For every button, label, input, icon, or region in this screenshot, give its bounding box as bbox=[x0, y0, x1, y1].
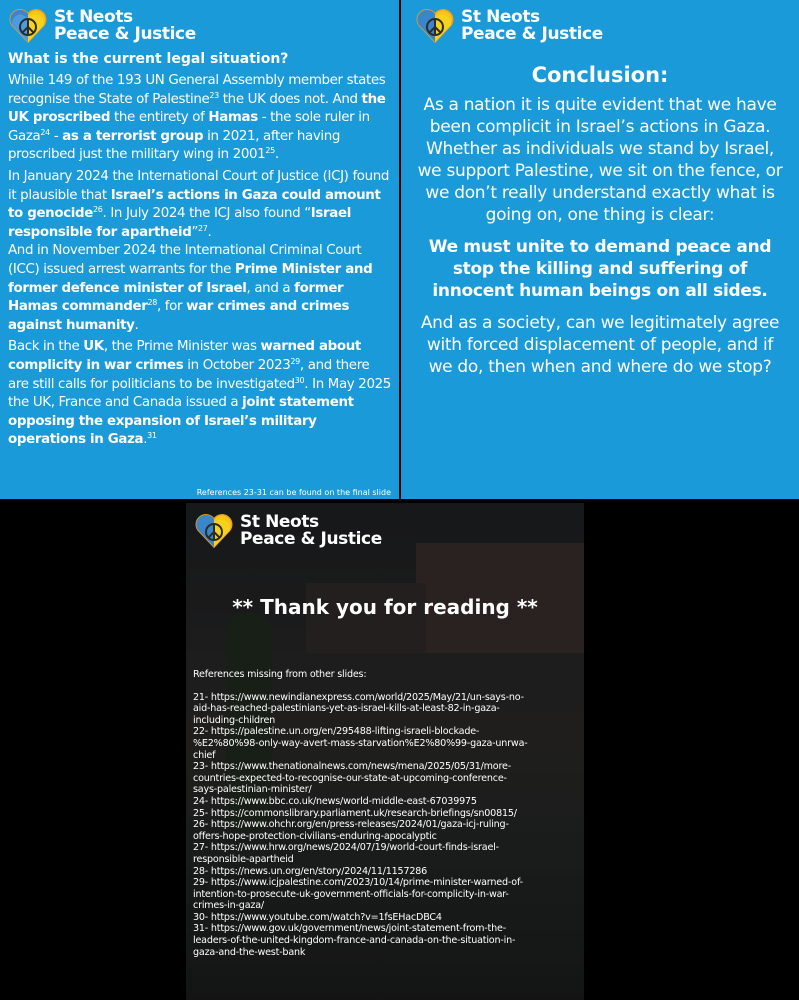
brand-name bbox=[54, 9, 196, 43]
reference-item: 29- https://www.icjpalestine.com/2023/10/14/prime-minister-warned-of- intention-to-prosecute-uk-government-officials-for-complicity-in-war- crimes-in-gaza/ bbox=[193, 877, 523, 912]
brand-line-2: Peace & Justice bbox=[461, 24, 603, 44]
brand-line-1: St Neots bbox=[461, 7, 540, 27]
peace-heart-icon bbox=[8, 6, 48, 46]
brand-logo bbox=[8, 4, 391, 48]
brand-line-2: Peace & Justice bbox=[54, 24, 196, 44]
reference-item: 21- https://www.newindianexpress.com/world/2025/May/21/un-says-no- aid-has-reached-palestinians-yet-as-israel-kills-at-least-82-in-gaza- including-children bbox=[193, 691, 524, 726]
paragraph-un-recognition: While 149 of the 193 UN General Assembly member states recognise the State of Palestine$^{23}$ the UK does not. And the UK proscribed the entirety of Hamas - the sole ruler in Gaza$^{24}$ - as a terrorist group in 2021, after having proscribed just the military wing in 2001$^{25}$. bbox=[8, 73, 386, 163]
brand-line-2: Peace & Justice bbox=[240, 529, 382, 549]
thank-you-title: ** Thank you for reading ** bbox=[232, 595, 538, 619]
reference-item: 23- https://www.thenationalnews.com/news/mena/2025/05/31/more- countries-expected-to-recognise-our-state-at-upcoming-conference- says-palestinian-minister/ bbox=[193, 761, 511, 796]
paragraph-icj: In January 2024 the International Court of Justice (ICJ) found it plausible that Israel’s actions in Gaza could amount to genocide$^{26}$. In July 2024 the ICJ also found “Israel responsible for apartheid”$^{27}$. And in November 2024 the International Criminal Court (ICC) issued arrest warrants for the Prime Minister and former defence minister of Israel, and a former Hamas commander$^{28}$, for war crimes and crimes against humanity. bbox=[8, 168, 390, 333]
references-list bbox=[193, 669, 572, 958]
reference-item: 25- https://commonslibrary.parliament.uk/research-briefings/sn00815/ bbox=[193, 807, 517, 819]
brand-name bbox=[461, 9, 603, 43]
references-heading: References missing from other slides: bbox=[193, 669, 367, 680]
reference-item: 22- https://palestine.un.org/en/295488-lifting-israeli-blockade- %E2%80%98-only-way-avert-mass-starvation%E2%80%99-gaza-unrwa- chief bbox=[193, 726, 528, 761]
conclusion-heading: Conclusion: bbox=[531, 63, 669, 87]
peace-heart-icon bbox=[194, 511, 234, 551]
thank-you-slide bbox=[186, 503, 584, 1000]
brand-logo bbox=[194, 509, 382, 553]
brand-logo bbox=[415, 4, 787, 48]
peace-heart-icon bbox=[415, 6, 455, 46]
reference-item: 27- https://www.hrw.org/news/2024/07/19/world-court-finds-israel- responsible-apartheid bbox=[193, 842, 499, 865]
reference-item: 26- https://www.ohchr.org/en/press-releases/2024/01/gaza-icj-ruling- offers-hope-protection-civilians-enduring-apocalyptic bbox=[193, 819, 509, 842]
section-heading: What is the current legal situation? bbox=[8, 51, 289, 67]
references-note: References 23-31 can be found on the final slide bbox=[196, 488, 391, 497]
paragraph-uk: Back in the UK, the Prime Minister was warned about complicity in war crimes in October 2023$^{29}$, and there are still calls for politicians to be investigated$^{30}$. In May 2025 the UK, France and Canada issued a joint statement opposing the expansion of Israel’s military operations in Gaza.$^{31}$ bbox=[8, 339, 391, 448]
reference-item: 30- https://www.youtube.com/watch?v=1fsEHacDBC4 bbox=[193, 911, 442, 923]
reference-item: 24- https://www.bbc.co.uk/news/world-middle-east-67039975 bbox=[193, 795, 477, 807]
conclusion-slide bbox=[401, 0, 799, 499]
conclusion-paragraph-1: As a nation it is quite evident that we have been complicit in Israel’s actions in Gaza. Whether as individuals we stand by Israel, we support Palestine, we sit on the fence, or we don’t really understand exactly what is going on, one thing is clear: bbox=[417, 95, 783, 225]
legal-situation-slide bbox=[0, 0, 399, 499]
conclusion-paragraph-3: And as a society, can we legitimately agree with forced displacement of people, and if we do, then when and where do we stop? bbox=[420, 313, 780, 377]
brand-line-1: St Neots bbox=[240, 512, 319, 532]
reference-item: 28- https://news.un.org/en/story/2024/11/1157286 bbox=[193, 865, 428, 877]
reference-item: 31- https://www.gov.uk/government/news/joint-statement-from-the- leaders-of-the-united-kingdom-france-and-canada-on-the-situation-in- gaza-and-the-west-bank bbox=[193, 923, 516, 958]
conclusion-callout: We must unite to demand peace and stop the killing and suffering of innocent human beings on all sides. bbox=[428, 237, 772, 301]
brand-line-1: St Neots bbox=[54, 7, 133, 27]
brand-name bbox=[240, 514, 382, 548]
